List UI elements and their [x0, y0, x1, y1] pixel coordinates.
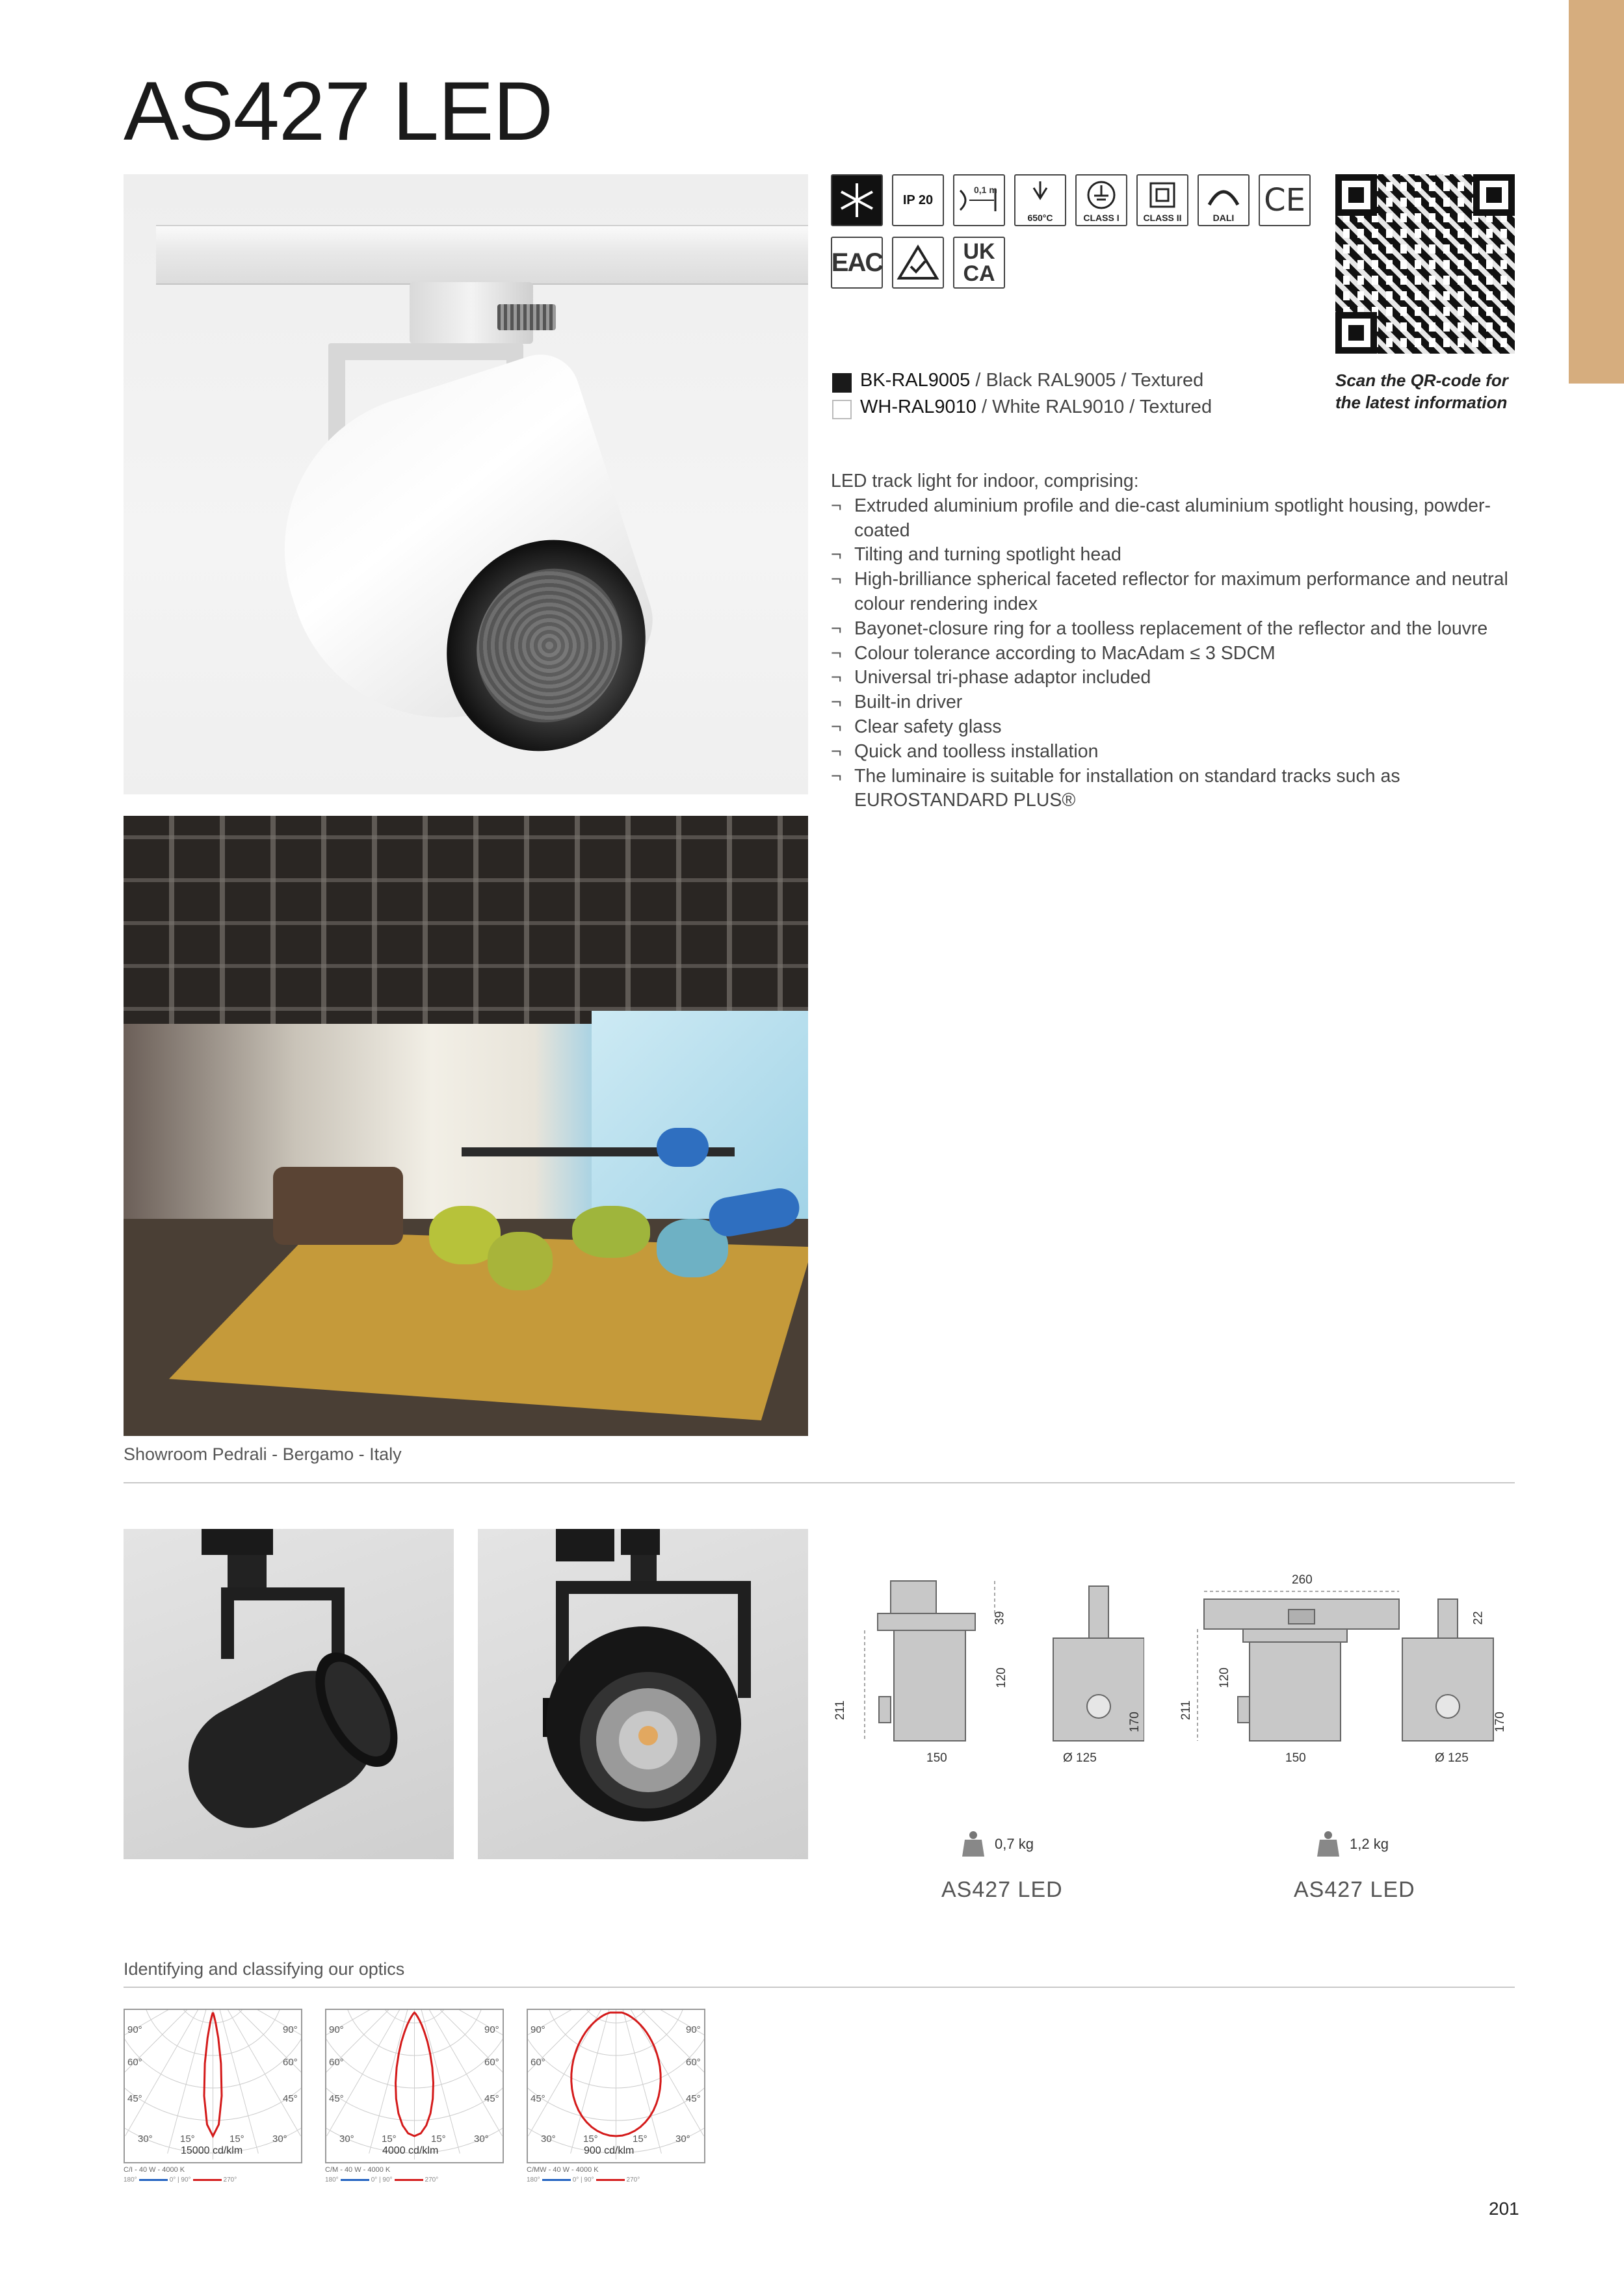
polar-angle-label: 30°	[675, 2133, 690, 2145]
qr-note: Scan the QR-code for the latest information	[1335, 371, 1508, 412]
polar-angle-label: 90°	[329, 2024, 344, 2035]
feature-item: ¬ Colour tolerance according to MacAdam ≤ 3 SDCM	[831, 642, 1520, 666]
polar-angle-label: 90°	[530, 2024, 545, 2035]
divider	[124, 1482, 1515, 1483]
rcm-mark-icon	[892, 237, 944, 289]
showroom-photo	[124, 816, 808, 1436]
photo-caption: Showroom Pedrali - Bergamo - Italy	[124, 1444, 402, 1464]
model-name: AS427 LED	[941, 1877, 1063, 1902]
polar-angle-label: 15°	[180, 2133, 195, 2145]
swatch-white	[832, 400, 852, 419]
track-rail	[156, 225, 808, 285]
model-name: AS427 LED	[1294, 1877, 1415, 1902]
polar-angle-label: 90°	[127, 2024, 142, 2035]
dim-depth: 170	[1493, 1712, 1507, 1732]
dim-height-top: 39	[993, 1611, 1007, 1625]
finish-white	[860, 397, 1212, 418]
polar-angle-label: 30°	[138, 2133, 153, 2145]
polar-angle-label: 60°	[530, 2057, 545, 2068]
finish-black	[860, 370, 1203, 391]
dim-height-total: 211	[1179, 1700, 1194, 1721]
dali-label: DALI	[1212, 213, 1235, 223]
eac-mark-badge	[831, 237, 883, 289]
dim-depth: 170	[1127, 1712, 1142, 1732]
ce-mark-badge	[1259, 174, 1311, 226]
weight-value: 0,7 kg	[995, 1836, 1034, 1852]
optic-code: C/MW - 40 W - 4000 K	[527, 2166, 599, 2174]
polar-angle-label: 15°	[382, 2133, 397, 2145]
technical-drawing-1	[833, 1573, 1144, 1807]
dali-icon	[1198, 174, 1250, 226]
polar-intensity: 15000 cd/klm	[181, 2145, 243, 2156]
swatch-black	[832, 373, 852, 393]
feature-item: ¬ Extruded aluminium profile and die-cast aluminium spotlight housing, powder-coated	[831, 494, 1520, 543]
polar-angle-label: 45°	[686, 2093, 701, 2104]
ukca-mark-badge	[953, 237, 1005, 289]
dim-rail-length: 260	[1292, 1573, 1313, 1587]
finish-desc: / White RAL9010 / Textured	[976, 397, 1212, 417]
starlight-icon	[831, 174, 883, 226]
page-title: AS427 LED	[124, 65, 553, 158]
class-2-label: CLASS II	[1143, 213, 1182, 223]
technical-drawing-2	[1179, 1573, 1510, 1807]
polar-angle-label: 45°	[484, 2093, 499, 2104]
polar-angle-label: 90°	[686, 2024, 701, 2035]
product-photo-black-side	[124, 1529, 454, 1859]
polar-legend: 180° 0° | 90° 270°	[325, 2176, 439, 2184]
polar-diagram	[124, 2009, 302, 2163]
polar-angle-label: 60°	[686, 2057, 701, 2068]
polar-angle-label: 60°	[484, 2057, 499, 2068]
section-color-tab	[1569, 0, 1624, 384]
feature-item: ¬ Bayonet-closure ring for a toolless replacement of the reflector and the louvre	[831, 617, 1520, 642]
polar-angle-label: 15°	[633, 2133, 648, 2145]
weight-icon	[1317, 1831, 1339, 1860]
weight-value: 1,2 kg	[1350, 1836, 1389, 1852]
polar-diagram	[527, 2009, 705, 2163]
ip-rating-badge	[892, 174, 944, 226]
dim-diameter: Ø 125	[1063, 1751, 1097, 1765]
feature-item: ¬ Tilting and turning spotlight head	[831, 543, 1520, 567]
polar-angle-label: 15°	[229, 2133, 244, 2145]
polar-legend: 180° 0° | 90° 270°	[124, 2176, 237, 2184]
polar-angle-label: 45°	[283, 2093, 298, 2104]
finish-desc: / Black RAL9005 / Textured	[970, 370, 1204, 391]
divider	[124, 1987, 1515, 1988]
weight-icon	[962, 1831, 984, 1860]
ukca-line-2: CA	[963, 261, 995, 286]
polar-intensity: 900 cd/klm	[584, 2145, 635, 2156]
class-1-icon	[1075, 174, 1127, 226]
polar-diagram	[325, 2009, 504, 2163]
class-1-label: CLASS I	[1083, 213, 1120, 223]
optic-code: C/I - 40 W - 4000 K	[124, 2166, 185, 2174]
polar-angle-label: 60°	[283, 2057, 298, 2068]
eac-mark-label: EAC	[831, 248, 883, 277]
polar-angle-label: 60°	[127, 2057, 142, 2068]
feature-item: ¬ Built-in driver	[831, 690, 1520, 715]
feature-item: ¬ Universal tri-phase adaptor included	[831, 666, 1520, 690]
min-distance-icon	[953, 174, 1005, 226]
optic-code: C/M - 40 W - 4000 K	[325, 2166, 391, 2174]
feature-list	[831, 494, 1520, 813]
ukca-line-1: UK	[963, 239, 995, 264]
polar-angle-label: 30°	[339, 2133, 354, 2145]
feature-item: ¬ The luminaire is suitable for installation on standard tracks such as EUROSTANDARD PLUS®	[831, 764, 1520, 814]
optics-section-title: Identifying and classifying our optics	[124, 1959, 405, 1979]
dim-height-total: 211	[833, 1700, 848, 1721]
polar-angle-label: 30°	[541, 2133, 556, 2145]
polar-angle-label: 45°	[329, 2093, 344, 2104]
ip-rating-label: IP 20	[902, 192, 934, 207]
product-photo-black-front	[478, 1529, 808, 1859]
polar-angle-label: 45°	[530, 2093, 545, 2104]
finish-code: BK-RAL9005	[860, 370, 971, 391]
feature-item: ¬ Quick and toolless installation	[831, 740, 1520, 764]
polar-angle-label: 90°	[283, 2024, 298, 2035]
min-distance-label: 0,1 m	[974, 185, 997, 195]
polar-angle-label: 45°	[127, 2093, 142, 2104]
page-number: 201	[1489, 2198, 1519, 2219]
dim-height-body: 120	[1217, 1667, 1231, 1688]
description-intro: LED track light for indoor, comprising:	[831, 471, 1139, 491]
dim-diameter: Ø 125	[1435, 1751, 1469, 1765]
polar-legend: 180° 0° | 90° 270°	[527, 2176, 640, 2184]
adaptor-ring	[497, 304, 556, 330]
finish-code: WH-RAL9010	[860, 397, 976, 417]
dim-rail-height: 22	[1471, 1611, 1486, 1625]
polar-angle-label: 15°	[583, 2133, 598, 2145]
class-2-icon	[1136, 174, 1188, 226]
ce-mark-label: CE	[1264, 182, 1305, 218]
glow-wire-label: 650°C	[1027, 213, 1053, 223]
polar-intensity: 4000 cd/klm	[382, 2145, 439, 2156]
dim-width: 150	[1285, 1751, 1306, 1765]
product-description	[831, 469, 1520, 813]
polar-angle-label: 30°	[272, 2133, 287, 2145]
dim-height-body: 120	[994, 1667, 1008, 1688]
feature-item: ¬ Clear safety glass	[831, 715, 1520, 740]
dim-width: 150	[926, 1751, 947, 1765]
glow-wire-icon	[1014, 174, 1066, 226]
polar-angle-label: 30°	[474, 2133, 489, 2145]
polar-angle-label: 60°	[329, 2057, 344, 2068]
polar-angle-label: 15°	[431, 2133, 446, 2145]
feature-item: ¬ High-brilliance spherical faceted reflector for maximum performance and neutral colour rendering index	[831, 567, 1520, 617]
product-photo	[124, 174, 808, 794]
polar-angle-label: 90°	[484, 2024, 499, 2035]
